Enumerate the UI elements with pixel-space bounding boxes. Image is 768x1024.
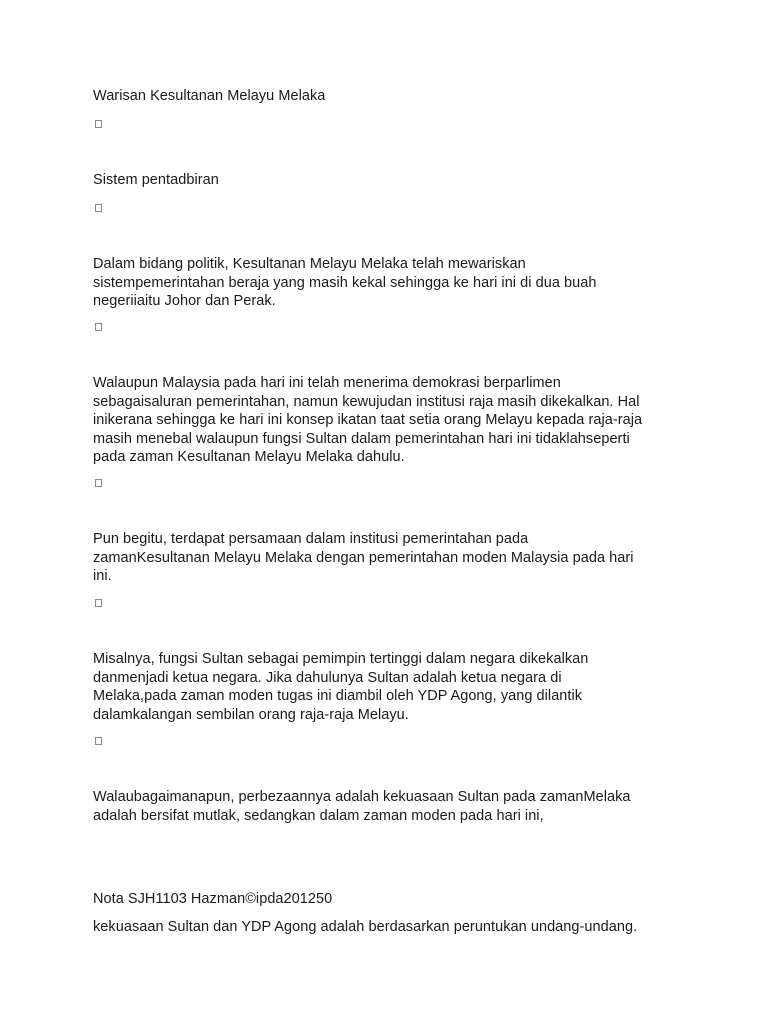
paragraph-line: danmenjadi ketua negara. Jika dahulunya Sultan adalah ketua negara di xyxy=(93,669,562,686)
bullet-glyph xyxy=(95,737,102,745)
paragraph-line: Dalam bidang politik, Kesultanan Melayu Melaka telah mewariskan xyxy=(93,256,526,272)
paragraph-line: ini. xyxy=(93,568,112,584)
bullet-glyph xyxy=(95,204,102,212)
paragraph-line: masih menebal walaupun fungsi Sultan dalam pemerintahan hari ini tidaklahseperti xyxy=(93,430,630,447)
bullet-glyph xyxy=(95,599,102,607)
closing-line: kekuasaan Sultan dan YDP Agong adalah berdasarkan peruntukan undang-undang. xyxy=(93,919,638,935)
paragraph-line: sebagaisaluran pemerintahan, namun kewujudan institusi raja masih dikekalkan. Hal xyxy=(93,393,640,410)
paragraph-line: Walaubagaimanapun, perbezaannya adalah kekuasaan Sultan pada zamanMelaka xyxy=(93,789,631,805)
paragraph-line: Walaupun Malaysia pada hari ini telah menerima demokrasi berparlimen xyxy=(93,375,561,391)
paragraph-line: negeriiaitu Johor dan Perak. xyxy=(93,293,276,309)
paragraph-line: Melaka,pada zaman moden tugas ini diambil oleh YDP Agong, yang dilantik xyxy=(93,688,583,704)
bullet-glyph xyxy=(95,120,102,128)
paragraph-line: Misalnya, fungsi Sultan sebagai pemimpin tertinggi dalam negara dikekalkan xyxy=(93,651,589,667)
paragraph-line: zamanKesultanan Melayu Melaka dengan pemerintahan moden Malaysia pada hari xyxy=(93,549,634,566)
bullet-glyph xyxy=(95,479,102,487)
paragraph-line: inikerana sehingga ke hari ini konsep ikatan taat setia orang Melayu kepada raja-raja xyxy=(93,412,643,428)
paragraph-line: pada zaman Kesultanan Melayu Melaka dahulu. xyxy=(93,449,405,465)
paragraph-line: sistempemerintahan beraja yang masih kekal sehingga ke hari ini di dua buah xyxy=(93,274,597,291)
bullet-glyph xyxy=(95,323,102,331)
document-title: Warisan Kesultanan Melayu Melaka xyxy=(93,88,326,104)
paragraph-line: adalah bersifat mutlak, sedangkan dalam zaman moden pada hari ini, xyxy=(93,807,544,824)
paragraph-line: Pun begitu, terdapat persamaan dalam institusi pemerintahan pada xyxy=(93,531,529,547)
footer-note: Nota SJH1103 Hazman©ipda201250 xyxy=(93,891,333,907)
section-heading: Sistem pentadbiran xyxy=(93,172,219,188)
paragraph-line: dalamkalangan sembilan orang raja-raja Melayu. xyxy=(93,706,409,723)
